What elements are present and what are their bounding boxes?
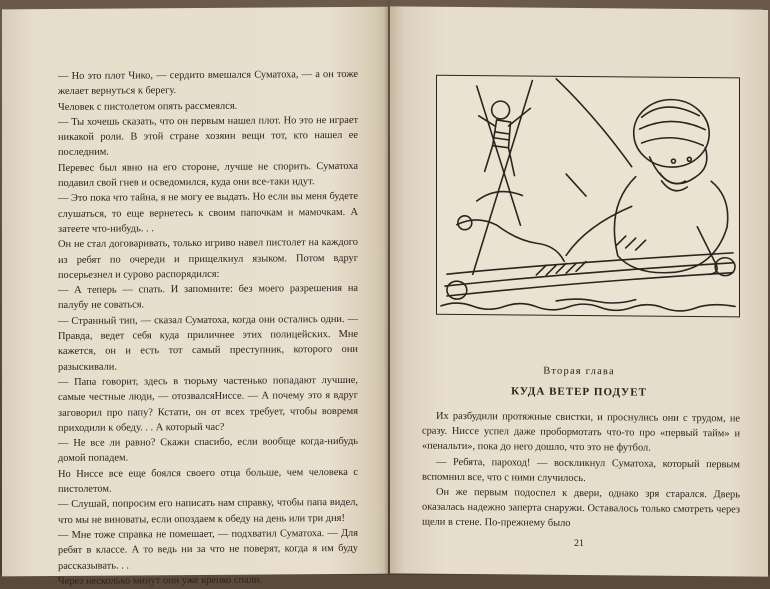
paragraph: — Это пока что тайна, я не могу ее выдать. Но если вы меня будете слушаться, то еще вернетесь к своим папочкам и мамочкам. А затеете что-нибудь. . .	[58, 191, 358, 235]
paragraph: Через несколько минут они уже крепко спали.	[58, 574, 263, 587]
paragraph: Человек с пистолетом опять рассмеялся.	[58, 100, 238, 113]
paragraph: — Странный тип, — сказал Суматоха, когда они остались одни. — Правда, ведет себя куда приличнее этих полицейских. Мне кажется, он и есть тот самый преступник, которого они разыскивали.	[58, 313, 358, 373]
paragraph: — Папа говорит, здесь в тюрьму частенько попадают лучшие, самые честные люди, — отозвалсяНиссе. — А почему это я вдруг заговорил про папу? Кстати, он от всех требует, чтобы вовремя приходили к обеду. . . А который час?	[58, 374, 358, 434]
paragraph: Их разбудили протяжные свистки, и проснулись они с трудом, не сразу. Ниссе успел даже пробормотать что-то про «первый тайм» и «пенальти», пока до него дошло, что это не футбол.	[422, 410, 740, 455]
paragraph: Он же первым подоспел к двери, однако зря старался. Дверь оказалась надежно заперта снаружи. Оставалось только смотреть через щели в стене. По-прежнему было	[422, 486, 740, 530]
paragraph: — А теперь — спать. И запомните: без моего разрешения на палубу не соваться.	[58, 283, 358, 312]
chapter-title: КУДА ВЕТЕР ПОДУЕТ	[511, 385, 647, 399]
raft-illustration	[436, 75, 740, 318]
raft-drawing	[437, 76, 739, 317]
paragraph: — Ты хочешь сказать, что он первым нашел плот. Но это не играет никакой роли. В этой стране хозяин вещи тот, кто нашел ее последним.	[58, 114, 358, 159]
left-page-text	[58, 67, 358, 589]
paragraph: — Мне тоже справка не помешает, — подхватил Суматоха. — Для ребят в классе. А то ведь ни за что не поверят, когда я им буду рассказывать. . .	[58, 527, 358, 572]
right-page-text	[422, 409, 740, 533]
chapter-number: Вторая глава	[543, 365, 615, 378]
page-number: 21	[574, 537, 584, 550]
paragraph: — Ребята, пароход! — воскликнул Суматоха, который первым вспомнил все, что с ними случилось.	[422, 456, 740, 484]
right-page	[390, 6, 768, 576]
paragraph: Но Ниссе все еще боялся своего отца больше, чем человека с пистолетом.	[58, 466, 358, 495]
paragraph: — Но это плот Чико, — сердито вмешался Суматоха, — а он тоже желает вернуться к берегу.	[58, 68, 358, 98]
paragraph: Перевес был явно на его стороне, лучше не спорить. Суматоха подавил свой гнев и осведомился, куда они все-таки идут.	[58, 160, 358, 190]
paragraph: Он не стал договаривать, только игриво навел пистолет на каждого из ребят по очереди и прищелкнул языком. Потом вдруг посерьезнел и сурово распорядился:	[58, 237, 358, 281]
paragraph: — Слушай, попросим его написать нам справку, чтобы папа видел, что мы не виноваты, если опоздаем к обеду на день или три дня!	[58, 497, 358, 526]
left-page	[2, 7, 388, 587]
paragraph: — Не все ли равно? Скажи спасибо, если вообще когда-нибудь домой попадем.	[58, 435, 358, 465]
